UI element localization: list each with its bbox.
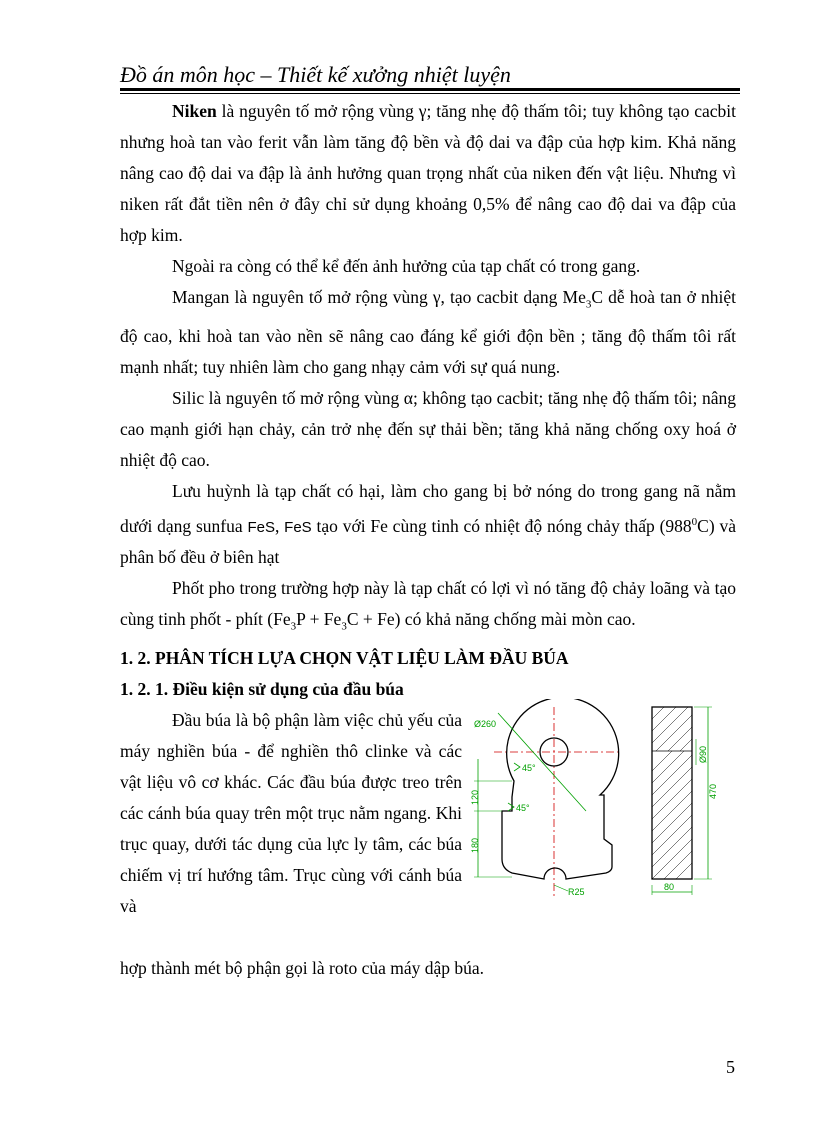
dia-hole-label: Ø90 bbox=[698, 745, 708, 763]
header-rule-thin bbox=[120, 93, 740, 94]
luu-huynh-text-c: C) và phân bố đều ở biên hạt bbox=[120, 515, 736, 568]
subsection-title: 1. 2. 1. Điều kiện sử dụng của đầu búa bbox=[120, 678, 404, 699]
niken-term: Niken bbox=[172, 101, 217, 121]
side-view-hatching bbox=[652, 707, 692, 879]
dia-outer-label: Ø260 bbox=[474, 718, 497, 729]
hammer-section bbox=[120, 705, 736, 953]
hammer-outline bbox=[502, 699, 619, 879]
header-title: Đồ án môn học – Thiết kế xưởng nhiệt luyện bbox=[120, 62, 511, 87]
document-body bbox=[120, 96, 736, 984]
paragraph-phot-pho bbox=[120, 573, 736, 643]
section-title: 1. 2. PHÂN TÍCH LỰA CHỌN VẬT LIỆU LÀM ĐẦU BÚA bbox=[120, 647, 569, 668]
angle-bottom-label: 45° bbox=[516, 802, 530, 813]
dim-80-label: 80 bbox=[664, 881, 675, 892]
fes-formula: FeS bbox=[247, 518, 275, 536]
dim-180-label: 180 bbox=[470, 837, 480, 853]
degree-sup: 0 bbox=[691, 515, 698, 528]
angle-top-mark bbox=[514, 763, 520, 771]
page-number: 5 bbox=[726, 1057, 735, 1077]
fes-formula: FeS bbox=[284, 518, 312, 536]
header-rule-thick bbox=[120, 88, 740, 91]
phot-pho-sub2: 3 bbox=[341, 620, 347, 633]
paragraph-mangan bbox=[120, 282, 736, 383]
paragraph-niken bbox=[120, 96, 736, 251]
mangan-text-a: Mangan là nguyên tố mở rộng vùng γ, tạo cacbit dạng Me bbox=[172, 287, 586, 307]
paragraph-hammer-end: hợp thành mét bộ phận gọi là roto của máy dập búa. bbox=[120, 957, 485, 978]
paragraph-silic: Silic là nguyên tố mở rộng vùng α; không tạo cacbit; tăng nhẹ độ thấm tôi; nâng cao mạnh giới hạn chảy, cản trở nhẹ đến sự thải bền; tăng khả năng chống oxy hoá ở nhiệt độ cao. bbox=[120, 387, 736, 470]
niken-text: là nguyên tố mở rộng vùng γ; tăng nhẹ độ thấm tôi; tuy không tạo cacbit nhưng hoà tan vào ferit vẫn làm tăng độ bền và độ dai va đập của hợp kim. Khả năng nâng cao độ dai va đập là ảnh hưởng quan trọng nhất của niken đến vật liệu. Nhưng vì niken rất đắt tiền nên ở đây chỉ sử dụng khoảng 0,5% để nâng cao độ dai va đập của hợp kim. bbox=[120, 101, 736, 245]
radius-leader bbox=[554, 885, 568, 891]
dim-120-label: 120 bbox=[470, 789, 480, 805]
phot-pho-text-b: P + Fe bbox=[296, 609, 342, 630]
mangan-sub: 3 bbox=[585, 298, 592, 311]
dim-470-label: 470 bbox=[708, 783, 718, 799]
paragraph-impurities: Ngoài ra còng có thể kể đến ảnh hưởng của tạp chất có trong gang. bbox=[172, 256, 641, 276]
radius-label: R25 bbox=[568, 886, 585, 897]
paragraph-hammer: Đầu búa là bộ phận làm việc chủ yếu của máy nghiền búa - để nghiền thô clinke và các vật liệu vô cơ khác. Các đầu búa được treo trên các cánh búa quay trên một trục nằm ngang. Khi trục quay, dưới tác dụng của lực ly tâm, các búa chiếm vị trí hướng tâm. Trục cùng với cánh búa và bbox=[120, 709, 462, 916]
luu-huynh-text-b: tạo với Fe cùng tinh có nhiệt độ nóng chảy thấp (988 bbox=[311, 515, 692, 536]
hammer-drawing bbox=[468, 699, 740, 935]
phot-pho-sub1: 3 bbox=[290, 620, 297, 633]
luu-huynh-text-a: Lưu huỳnh là tạp chất có hại, làm cho gang bị bở nóng do trong gang nã nằm dưới dạng sunfua bbox=[120, 480, 736, 536]
mangan-text-b: C dễ hoà tan ở nhiệt độ cao, khi hoà tan vào nền sẽ nâng cao đáng kể giới độn bền ; tăng độ thấm tôi rất mạnh nhất; tuy nhiên làm cho gang nhạy cảm với sự quá nung. bbox=[120, 287, 736, 377]
angle-bottom-mark bbox=[508, 803, 514, 811]
diameter-leader bbox=[498, 713, 586, 811]
angle-top-label: 45° bbox=[522, 762, 536, 773]
paragraph-luu-huynh bbox=[120, 476, 736, 574]
luu-huynh-comma: , bbox=[274, 515, 285, 536]
phot-pho-text-c: C + Fe) có khả năng chống mài mòn cao. bbox=[346, 609, 636, 630]
phot-pho-text-a: Phốt pho trong trường hợp này là tạp chất có lợi vì nó tăng độ chảy loãng và tạo cùng tinh phốt - phít (Fe bbox=[120, 578, 736, 630]
